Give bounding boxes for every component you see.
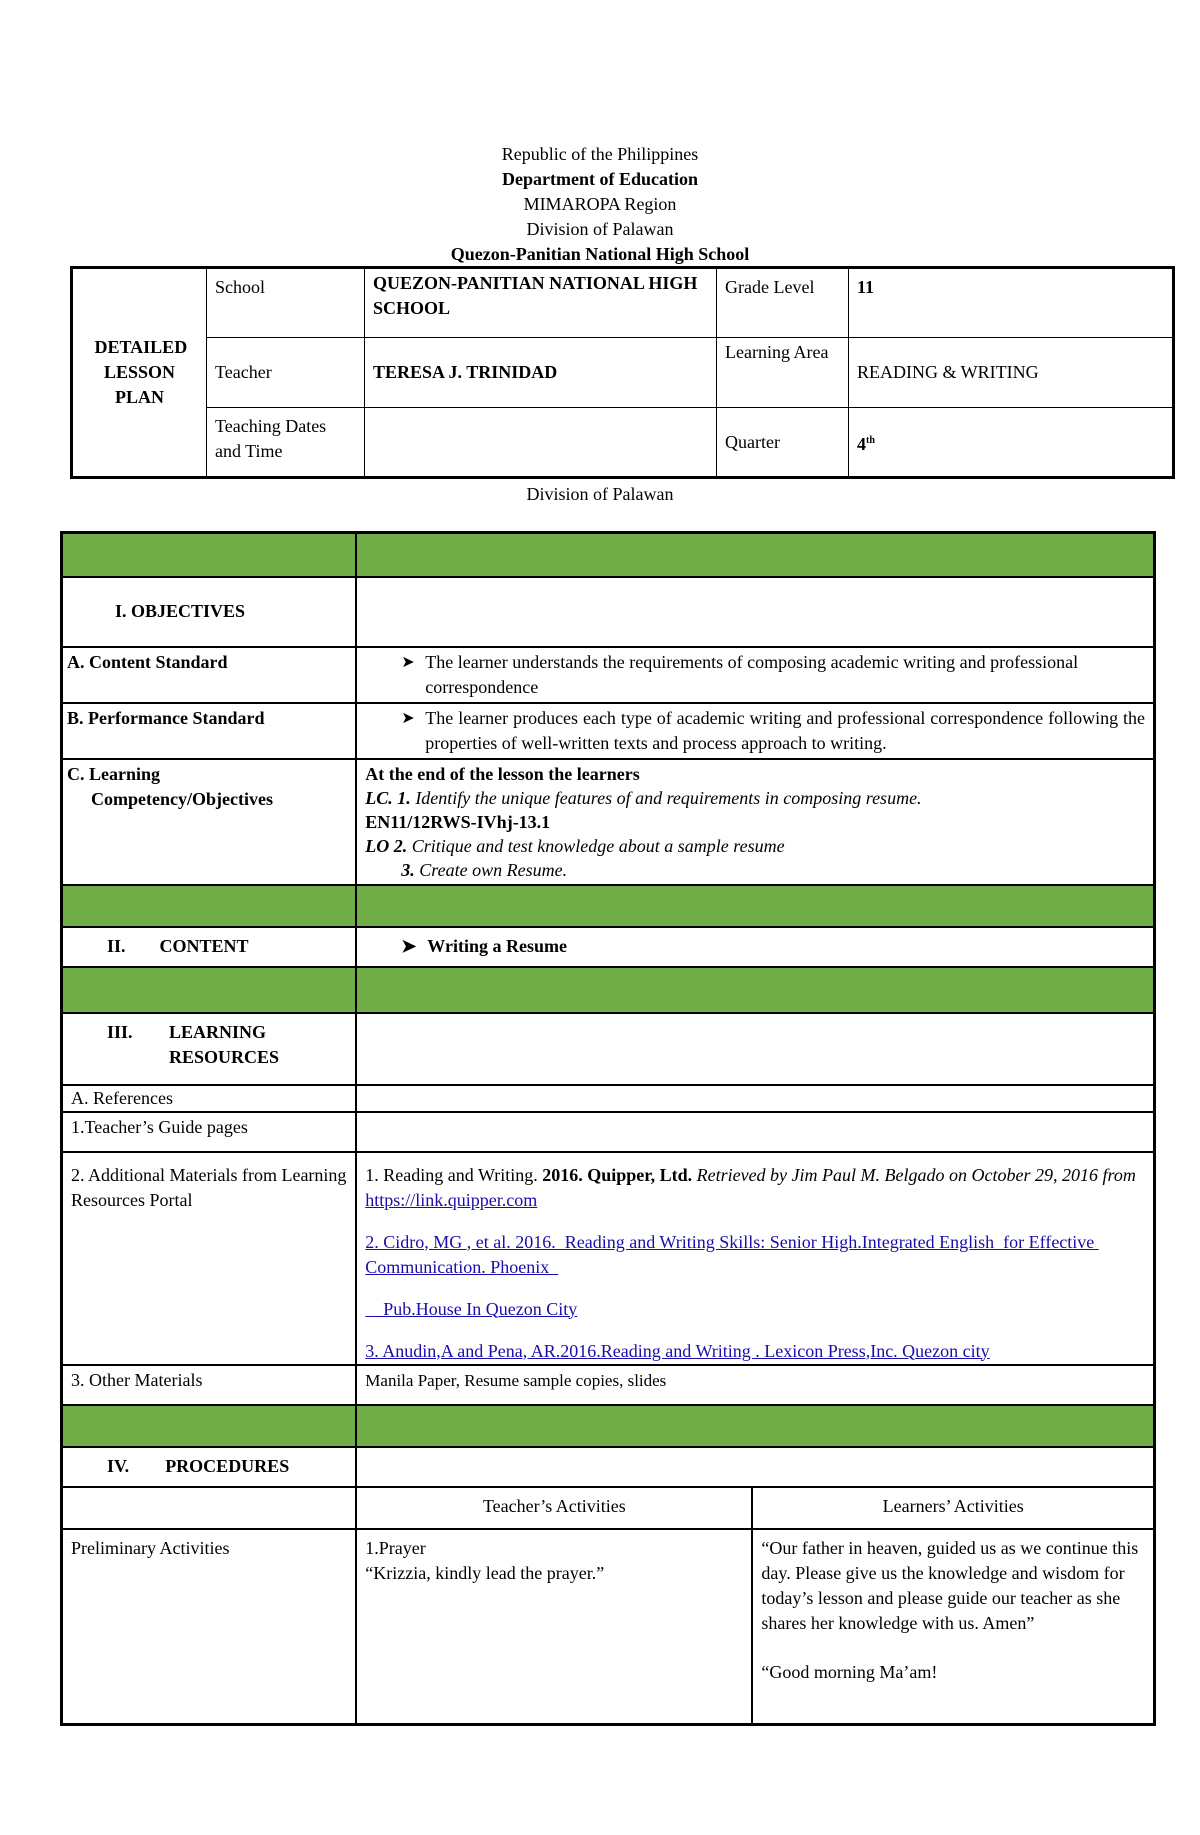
lo2-line <box>365 834 1145 858</box>
header-school: Quezon-Panitian National High School <box>450 244 750 264</box>
reference-3-link[interactable]: 3. Anudin,A and Pena, AR.2016.Reading and Writing . Lexicon Press,Inc. Quezon city <box>365 1340 990 1361</box>
content-heading-text: CONTENT <box>159 936 249 956</box>
resources-heading <box>63 1014 355 1076</box>
lo3-text: Create own Resume. <box>414 859 568 880</box>
competency-code: EN11/12RWS-IVhj-13.1 <box>365 811 551 832</box>
learner-prayer-cell <box>752 1529 1154 1725</box>
green-band <box>356 533 1154 577</box>
prayer-title: 1.Prayer <box>365 1537 426 1558</box>
green-band <box>62 967 357 1013</box>
quarter-number: 4 <box>857 433 866 454</box>
content-value-cell <box>356 927 1154 967</box>
other-materials-label: 3. Other Materials <box>62 1365 357 1405</box>
performance-standard-cell <box>356 703 1154 759</box>
performance-standard-label: B. Performance Standard <box>62 703 357 759</box>
other-materials-value: Manila Paper, Resume sample copies, slides <box>356 1365 1154 1405</box>
quarter-suffix: th <box>866 434 875 446</box>
quarter-value <box>849 408 1174 478</box>
teacher-label: Teacher <box>207 338 365 408</box>
ref1-title: 1. Reading and Writing. <box>365 1164 543 1185</box>
lc1-prefix: LC. 1. <box>365 787 411 808</box>
additional-materials-cell <box>356 1152 1154 1365</box>
lesson-plan-table <box>60 531 1156 1726</box>
resources-empty-cell <box>356 1013 1154 1085</box>
ref1-retrieved: Retrieved by Jim Paul M. Belgado on October 29, 2016 from <box>692 1164 1136 1185</box>
ref1-publisher: 2016. Quipper, Ltd. <box>542 1164 693 1185</box>
header-republic: Republic of the Philippines <box>501 144 699 164</box>
teacher-activities-header: Teacher’s Activities <box>356 1487 752 1529</box>
lesson-info-table <box>70 266 1175 479</box>
resources-heading-text: LEARNING RESOURCES <box>169 1021 280 1067</box>
procedures-heading-num: IV. <box>107 1456 130 1476</box>
resources-heading-num: III. <box>107 1021 133 1042</box>
learning-area-value: READING & WRITING <box>849 338 1174 408</box>
teacher-value: TERESA J. TRINIDAD <box>365 338 717 408</box>
content-heading-num: II. <box>107 936 126 956</box>
green-band <box>62 885 357 927</box>
lo3-line <box>365 858 1145 882</box>
grade-level-label: Grade Level <box>717 268 849 338</box>
content-value: Writing a Resume <box>427 936 567 956</box>
header-region: MIMAROPA Region <box>523 194 677 214</box>
dlp-title <box>72 268 207 478</box>
lo2-prefix: LO 2. <box>365 835 408 856</box>
competency-cell <box>356 759 1154 885</box>
division-footer: Division of Palawan <box>526 484 674 504</box>
school-label: School <box>207 268 365 338</box>
competency-label-line2: Competency/Objectives <box>91 788 273 809</box>
grade-level-value: 11 <box>849 268 1174 338</box>
green-band <box>356 885 1154 927</box>
green-band <box>356 967 1154 1013</box>
arrow-bullet-icon: ➤ <box>401 653 415 671</box>
preliminary-activities-label: Preliminary Activities <box>62 1529 357 1725</box>
competency-label-line1: C. Learning <box>67 763 161 784</box>
procedures-column-spacer <box>62 1487 357 1529</box>
learner-activities-header: Learners’ Activities <box>752 1487 1154 1529</box>
reference-1 <box>365 1163 1145 1213</box>
arrow-bullet-icon: ➤ <box>401 936 417 956</box>
green-band <box>356 1405 1154 1447</box>
lo3-prefix: 3. <box>401 859 415 880</box>
teachers-guide-label: 1.Teacher’s Guide pages <box>62 1112 357 1152</box>
header-department: Department of Education <box>502 169 698 189</box>
performance-standard-text: The learner produces each type of academic writing and professional correspondence following the properties of well-written texts and process approach to writing. <box>425 707 1145 753</box>
lc1-text: Identify the unique features of and requirements in composing resume. <box>410 787 922 808</box>
green-band <box>62 533 357 577</box>
lc1-line <box>365 786 1145 810</box>
competency-label <box>62 759 357 885</box>
reference-2-cont-link[interactable]: Pub.House In Quezon City <box>365 1298 578 1319</box>
content-standard-label: A. Content Standard <box>62 647 357 703</box>
lo2-text: Critique and test knowledge about a sample resume <box>407 835 785 856</box>
procedures-heading-text: PROCEDURES <box>165 1456 290 1476</box>
school-value: QUEZON-PANITIAN NATIONAL HIGH SCHOOL <box>365 268 717 338</box>
green-band <box>62 1405 357 1447</box>
quarter-label: Quarter <box>717 408 849 478</box>
additional-materials-label: 2. Additional Materials from Learning Resources Portal <box>62 1152 357 1365</box>
dlp-label: DETAILED LESSON PLAN <box>94 337 188 407</box>
reference-2-link[interactable]: 2. Cidro, MG , et al. 2016. Reading and Writing Skills: Senior High.Integrated English for Effective Communication. Phoenix <box>365 1231 1099 1277</box>
header-division: Division of Palawan <box>526 219 674 239</box>
prayer-instruction: “Krizzia, kindly lead the prayer.” <box>365 1562 605 1583</box>
teaching-dates-value <box>365 408 717 478</box>
references-empty-cell <box>356 1085 1154 1112</box>
objectives-empty-cell <box>356 577 1154 647</box>
competency-intro: At the end of the lesson the learners <box>365 763 640 784</box>
procedures-empty-cell <box>356 1447 1154 1487</box>
ref1-link[interactable]: https://link.quipper.com <box>365 1189 538 1210</box>
teacher-prayer-cell <box>356 1529 752 1725</box>
content-standard-text: The learner understands the requirements of composing academic writing and professional correspondence <box>425 651 1079 697</box>
teaching-dates-label: Teaching Dates and Time <box>207 408 365 478</box>
content-heading <box>62 927 357 967</box>
learner-prayer-text: “Our father in heaven, guided us as we continue this day. Please give us the knowledge and wisdom for today’s lesson and please guide our teacher as she shares her knowledge with us. Amen” <box>761 1537 1139 1633</box>
arrow-bullet-icon: ➤ <box>401 709 415 727</box>
learner-greeting: “Good morning Ma’am! <box>761 1661 938 1682</box>
learning-area-label: Learning Area <box>717 338 849 408</box>
procedures-heading <box>62 1447 357 1487</box>
objectives-heading: I. OBJECTIVES <box>62 577 357 647</box>
teachers-guide-empty-cell <box>356 1112 1154 1152</box>
content-standard-cell <box>356 647 1154 703</box>
references-label: A. References <box>62 1085 357 1112</box>
document-header <box>0 142 1200 267</box>
